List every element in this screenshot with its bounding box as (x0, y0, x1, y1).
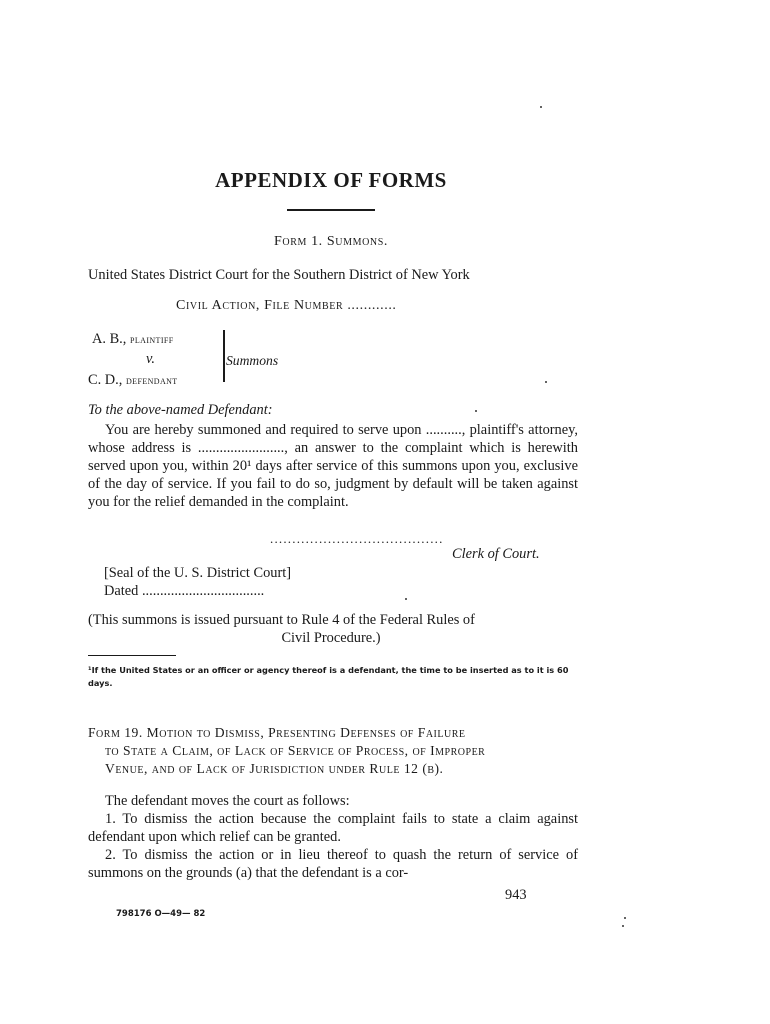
scan-speck (624, 917, 626, 919)
form19-heading (88, 724, 578, 778)
caption-brace (217, 330, 225, 382)
defendant-name: C. D., (88, 372, 123, 388)
clerk-of-court: Clerk of Court. (452, 546, 540, 562)
summons-body (88, 421, 578, 511)
summons-paragraph: You are hereby summoned and required to serve upon .........., plaintiff's attorney, whose address is ........................, an answer to the complaint which is herewith served upon you, within 20¹ days after service of this summons upon you, exclusive of the day of service. If you fail to do so, judgment by default will be taken against you for the relief demanded in the complaint. (88, 422, 578, 510)
motion-item-2: 2. To dismiss the action or in lieu thereof to quash the return of service of summons on the grounds (a) that the defendant is a cor- (88, 847, 578, 881)
form19-heading-line2: to State a Claim, of Lack of Service of Process, of Improper (105, 743, 486, 758)
printer-mark: 798176 O—49— 82 (116, 909, 206, 919)
form1-heading: Form 1. Summons. (274, 234, 388, 249)
form19-heading-line3: Venue, and of Lack of Jurisdiction under Rule 12 (b). (105, 761, 444, 776)
caption-defendant (88, 371, 178, 390)
rule-note-line2: Civil Procedure.) (281, 630, 381, 646)
motion-intro: The defendant moves the court as follows: (105, 793, 350, 809)
dated-line: Dated .................................. (104, 583, 265, 599)
scan-speck (540, 106, 542, 108)
defendant-label: defendant (126, 375, 178, 387)
caption-versus: v. (146, 351, 155, 367)
footnote-rule (88, 655, 176, 656)
scan-speck (405, 598, 407, 600)
scan-speck (622, 925, 624, 927)
rule-note-line1: (This summons is issued pursuant to Rule 4 of the Federal Rules of (88, 612, 475, 628)
scan-speck (475, 410, 477, 412)
caption-document-type: Summons (226, 353, 279, 368)
caption-plaintiff (92, 330, 174, 349)
motion-body (88, 792, 578, 882)
plaintiff-name: A. B., (92, 331, 127, 347)
page-title: APPENDIX OF FORMS (215, 168, 447, 192)
form19-heading-line1: Form 19. Motion to Dismiss, Presenting Defenses of Failure (88, 725, 466, 740)
title-rule (287, 209, 375, 211)
scan-speck (545, 381, 547, 383)
court-line: United States District Court for the Southern District of New York (88, 267, 470, 283)
signature-dots: ....................................... (270, 531, 444, 546)
motion-item-1: 1. To dismiss the action because the complaint fails to state a claim against defendant upon which relief can be granted. (88, 811, 578, 845)
civil-action-line: Civil Action, File Number ............ (176, 298, 397, 313)
salutation: To the above-named Defendant: (88, 402, 273, 418)
plaintiff-label: plaintiff (130, 334, 174, 346)
footnote: ¹If the United States or an officer or agency thereof is a defendant, the time to be inserted as to it is 60 days. (88, 665, 569, 688)
seal-line: [Seal of the U. S. District Court] (104, 565, 292, 581)
page-number: 943 (505, 887, 527, 903)
